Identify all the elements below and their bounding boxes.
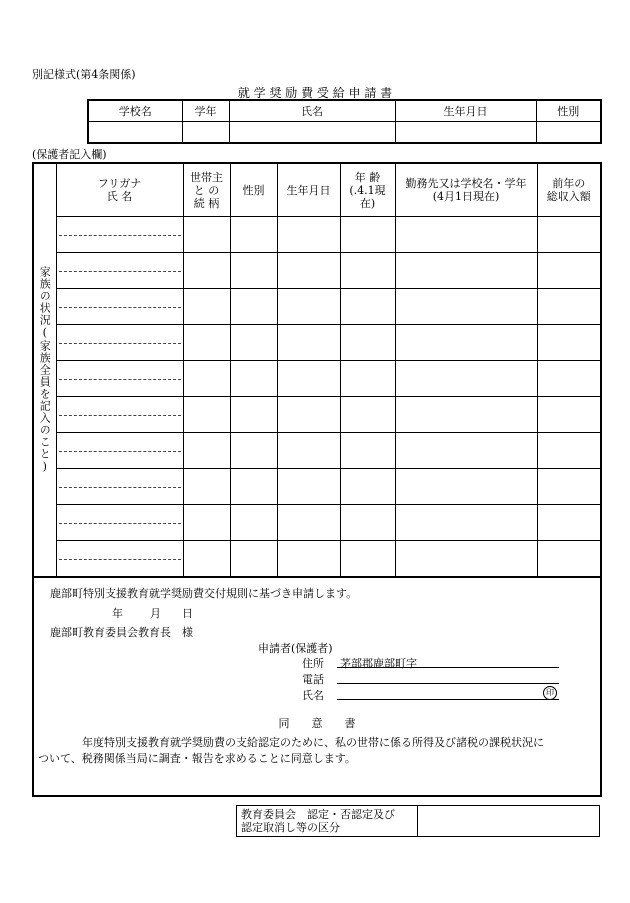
consent-line-1: 年度特別支援教育就学奨励費の支給認定のために、私の世帯に係る所得及び諸税の課税状況に [38,736,544,749]
age-cell[interactable] [340,541,395,578]
header-relation-line: と の [193,183,220,197]
family-name-cell[interactable] [56,361,183,397]
header-workplace [395,163,537,217]
income-cell[interactable] [537,469,601,505]
relation-cell[interactable] [183,397,230,433]
header-age [340,163,395,217]
workplace-cell[interactable] [395,325,537,361]
address-label: 住所 [302,657,324,670]
family-sex-cell[interactable] [230,541,277,578]
age-cell[interactable] [340,397,395,433]
family-sex-cell[interactable] [230,469,277,505]
family-birth-cell[interactable] [277,253,340,289]
certification-label-line: 教育委員会 認定・否認定及び [241,808,395,821]
workplace-cell[interactable] [395,361,537,397]
family-name-cell[interactable] [56,505,183,541]
income-cell[interactable] [537,217,601,253]
family-name-cell[interactable] [56,217,183,253]
birthdate-field[interactable] [395,122,536,144]
workplace-cell[interactable] [395,289,537,325]
header-relation-line: 続 柄 [193,196,220,210]
family-row [33,361,601,397]
family-birth-cell[interactable] [277,289,340,325]
header-family-birth: 生年月日 [277,163,340,217]
age-cell[interactable] [340,289,395,325]
family-side-label-cell [33,163,56,577]
form-style-label: 別記様式(第4条関係) [32,68,136,81]
date-month-label: 月 [150,607,161,620]
sex-field[interactable] [536,122,601,144]
workplace-cell[interactable] [395,541,537,578]
applicant-label: 申請者(保護者) [258,642,333,655]
workplace-cell[interactable] [395,217,537,253]
seal-mark [543,685,557,700]
workplace-cell[interactable] [395,397,537,433]
family-birth-cell[interactable] [277,505,340,541]
family-birth-cell[interactable] [277,397,340,433]
family-row [33,289,601,325]
relation-cell[interactable] [183,325,230,361]
relation-cell[interactable] [183,253,230,289]
application-box [32,577,602,797]
applicant-name-field[interactable] [337,699,559,700]
family-sex-cell[interactable] [230,397,277,433]
seal-icon: 印 [543,686,557,700]
family-name-cell[interactable] [56,325,183,361]
school-name-field[interactable] [88,122,182,144]
family-row [33,505,601,541]
workplace-cell[interactable] [395,469,537,505]
family-row [33,541,601,578]
family-sex-cell[interactable] [230,253,277,289]
family-birth-cell[interactable] [277,217,340,253]
consent-title: 同 意 書 [278,717,356,730]
address-value[interactable]: 茅部郡鹿部町字 [340,657,417,670]
addressee: 鹿部町教育委員会教育長 様 [50,626,193,639]
family-row [33,469,601,505]
guardian-section-label: (保護者記入欄) [32,148,107,161]
age-cell[interactable] [340,253,395,289]
age-cell[interactable] [340,505,395,541]
family-name-cell[interactable] [56,289,183,325]
income-cell[interactable] [537,325,601,361]
relation-cell[interactable] [183,505,230,541]
name-field[interactable] [229,122,395,144]
family-birth-cell[interactable] [277,433,340,469]
relation-cell[interactable] [183,469,230,505]
family-table [32,162,602,578]
family-birth-cell[interactable] [277,469,340,505]
family-row [33,433,601,469]
certification-field[interactable] [418,806,600,837]
family-sex-cell[interactable] [230,433,277,469]
application-statement: 鹿部町特別支援教育就学奨励費交付規則に基づき申請します。 [50,587,358,600]
header-school-name: 学校名 [88,100,182,122]
age-cell[interactable] [340,361,395,397]
consent-line-2: ついて、税務関係当局に調査・報告を求めることに同意します。 [38,752,356,765]
age-cell[interactable] [340,217,395,253]
header-income [537,163,601,217]
relation-cell[interactable] [183,289,230,325]
income-cell[interactable] [537,541,601,578]
family-birth-cell[interactable] [277,541,340,578]
family-name-cell[interactable] [56,469,183,505]
family-name-cell[interactable] [56,541,183,578]
certification-label [237,806,418,837]
address-underline [337,667,559,668]
header-family-name: 氏 名 [106,190,133,203]
student-info-table [87,99,602,144]
income-cell[interactable] [537,253,601,289]
certification-label-line: 認定取消し等の区分 [241,821,340,834]
header-family-sex: 性別 [230,163,277,217]
phone-label: 電話 [302,673,324,686]
family-sex-cell[interactable] [230,361,277,397]
relation-cell[interactable] [183,541,230,578]
grade-field[interactable] [182,122,229,144]
header-sex: 性別 [536,100,601,122]
family-birth-cell[interactable] [277,361,340,397]
income-cell[interactable] [537,505,601,541]
header-income-line: 総収入額 [546,190,591,203]
family-row [33,217,601,253]
family-sex-cell[interactable] [230,505,277,541]
income-cell[interactable] [537,433,601,469]
family-row [33,253,601,289]
relation-cell[interactable] [183,433,230,469]
relation-cell[interactable] [183,361,230,397]
header-age-line: 在) [359,196,376,210]
header-age-line: 年 齢 [354,170,381,184]
header-workplace-line: (4月1日現在) [432,190,500,203]
family-name-cell[interactable] [56,253,183,289]
family-name-cell[interactable] [56,433,183,469]
header-furigana-name [56,163,183,217]
family-side-label: 家族の状況(家族全員を記入のこと) [38,266,52,474]
workplace-cell[interactable] [395,433,537,469]
header-relation-line: 世帯主 [190,170,223,184]
family-row [33,325,601,361]
header-birthdate: 生年月日 [395,100,536,122]
name-label: 氏名 [302,689,324,702]
phone-field[interactable] [337,683,559,684]
header-furigana: フリガナ [97,177,142,190]
relation-cell[interactable] [183,217,230,253]
date-day-label: 日 [182,607,193,620]
age-cell[interactable] [340,469,395,505]
family-name-cell[interactable] [56,397,183,433]
header-relation [183,163,230,217]
family-row [33,397,601,433]
income-cell[interactable] [537,361,601,397]
income-cell[interactable] [537,289,601,325]
age-cell[interactable] [340,433,395,469]
header-income-line: 前年の [552,177,586,190]
workplace-cell[interactable] [395,253,537,289]
header-grade: 学年 [182,100,229,122]
family-birth-cell[interactable] [277,325,340,361]
certification-table [236,805,600,837]
family-sex-cell[interactable] [230,325,277,361]
family-sex-cell[interactable] [230,217,277,253]
header-workplace-line: 勤務先又は学校名・学年 [405,177,527,190]
workplace-cell[interactable] [395,505,537,541]
header-name: 氏名 [229,100,395,122]
date-year-label: 年 [112,607,123,620]
header-age-line: (.4.1現 [349,183,386,197]
income-cell[interactable] [537,397,601,433]
form-title: 就 学 奨 励 費 受 給 申 請 書 [237,86,393,100]
family-sex-cell[interactable] [230,289,277,325]
age-cell[interactable] [340,325,395,361]
